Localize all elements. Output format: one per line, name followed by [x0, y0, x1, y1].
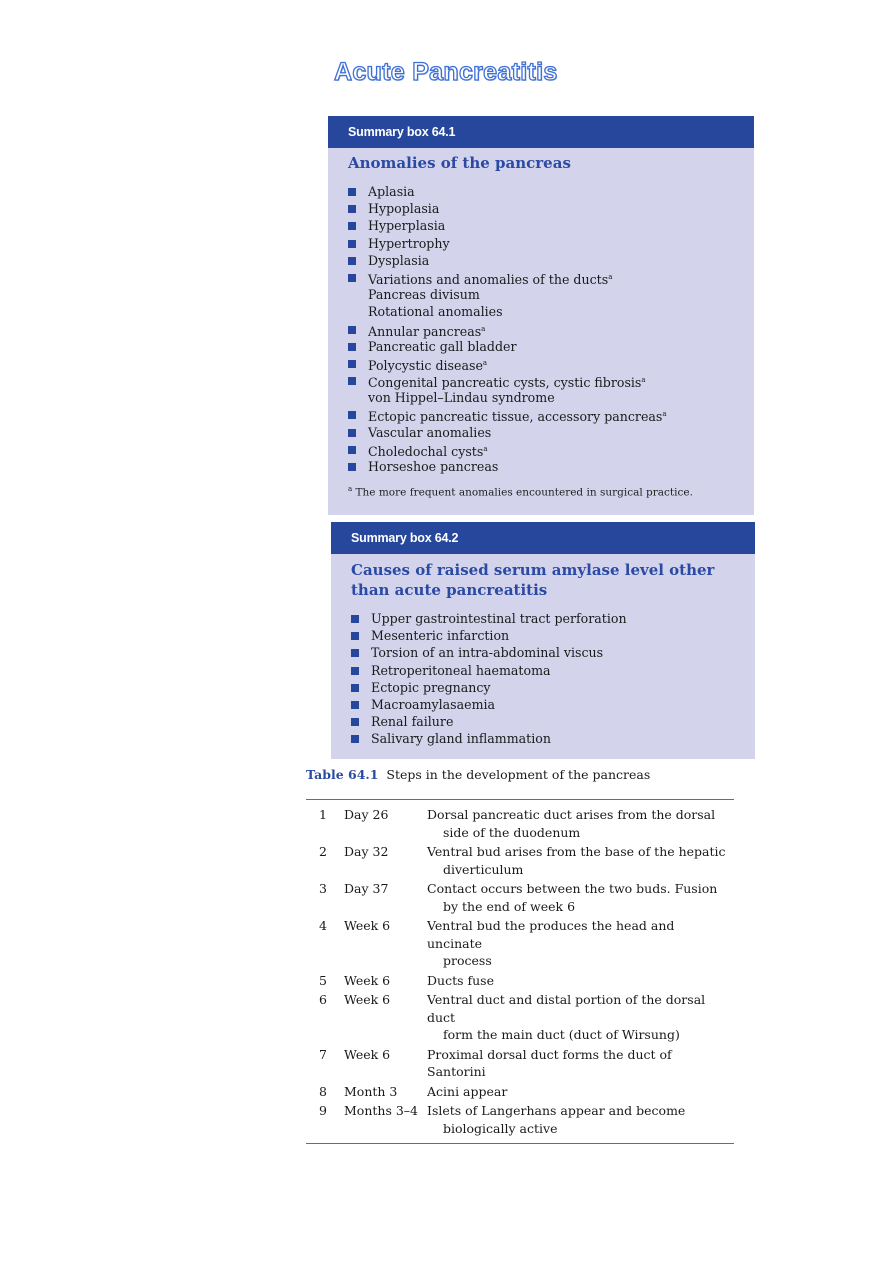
- list-item: [328, 217, 754, 234]
- step-time: Day 37: [344, 881, 389, 896]
- step-description-line: Ventral bud the produces the head and uncinate: [427, 918, 675, 951]
- step-number: 3: [319, 881, 327, 896]
- list-item-text: Choledochal cysts: [368, 444, 484, 459]
- list-item-text: Variations and anomalies of the ducts: [368, 272, 609, 288]
- step-number: 7: [319, 1046, 327, 1062]
- step-number: 2: [319, 844, 327, 859]
- list-item-text: Macroamylasaemia: [371, 696, 496, 712]
- list-item: [328, 200, 754, 217]
- list-item: [331, 713, 755, 730]
- list-item-text: Ectopic pancreatic tissue, accessory pancreas: [368, 409, 663, 425]
- bullet-square-icon: [351, 735, 359, 743]
- footnote-marker: a: [641, 376, 646, 385]
- step-number: 9: [319, 1103, 327, 1118]
- step-description-continuation: biologically active: [443, 1120, 558, 1136]
- list-item: [328, 424, 754, 441]
- step-description-line: Proximal dorsal duct forms the duct of Santorini: [427, 1046, 672, 1079]
- list-item: [331, 696, 755, 713]
- step-description: [427, 991, 727, 1044]
- step-description-line: Ventral duct and distal portion of the dorsal duct: [427, 992, 706, 1025]
- table-number: Table 64.1: [306, 767, 379, 782]
- list-item-text: Upper gastrointestinal tract perforation: [371, 611, 627, 626]
- table-row: [306, 1046, 734, 1081]
- list-item-text: Mesenteric infarction: [371, 628, 510, 644]
- summary-box-title: Causes of raised serum amylase level other than acute pancreatitis: [351, 561, 715, 599]
- summary-box-header: Summary box 64.1: [328, 116, 754, 148]
- step-description: [427, 880, 727, 915]
- step-number: 4: [319, 918, 327, 933]
- list-item-text: Hypertrophy: [368, 235, 450, 251]
- list-item-text: von Hippel–Lindau syndrome: [368, 390, 555, 406]
- list-item-text: Torsion of an intra-abdominal viscus: [371, 645, 604, 661]
- bullet-square-icon: [351, 667, 359, 675]
- list-item: [328, 458, 754, 475]
- table-row: [306, 843, 734, 878]
- step-description: [427, 917, 727, 970]
- list-item: [328, 355, 754, 372]
- step-description-line: Islets of Langerhans appear and become: [427, 1103, 686, 1118]
- step-number: 5: [319, 972, 327, 988]
- list-item: [328, 372, 754, 389]
- summary-box-64-1: [328, 116, 754, 515]
- step-number: 1: [319, 807, 327, 822]
- bullet-square-icon: [348, 188, 356, 196]
- list-item: [331, 644, 755, 661]
- list-item-text: Renal failure: [371, 714, 454, 730]
- bullet-square-icon: [348, 257, 356, 265]
- bullet-square-icon: [351, 632, 359, 640]
- development-steps-table: [306, 799, 734, 1144]
- list-item-text: Ectopic pregnancy: [371, 679, 491, 695]
- list-item-text: Polycystic disease: [368, 358, 483, 374]
- list-item-text: Horseshoe pancreas: [368, 459, 499, 474]
- table-row: [306, 806, 734, 841]
- list-item-text: Dysplasia: [368, 252, 430, 268]
- list-item-text: Hyperplasia: [368, 218, 446, 234]
- step-time: Week 6: [344, 918, 391, 933]
- step-description-line: Acini appear: [427, 1083, 508, 1099]
- summary-box-64-2: [331, 522, 755, 759]
- bullet-square-icon: [348, 274, 356, 282]
- step-description-continuation: by the end of week 6: [443, 898, 576, 914]
- step-description-line: Ducts fuse: [427, 972, 494, 988]
- footnote-mark: a: [348, 485, 353, 494]
- step-description-line: Ventral bud arises from the base of the hepatic: [427, 844, 726, 859]
- bullet-square-icon: [351, 684, 359, 692]
- footnote-marker: a: [482, 358, 488, 367]
- step-time: Week 6: [344, 972, 391, 988]
- list-item: [328, 303, 754, 320]
- list-item-text: Pancreatic gall bladder: [368, 338, 517, 354]
- step-description-continuation: process: [443, 953, 492, 968]
- page-title: Acute Pancreatitis: [334, 58, 558, 86]
- step-number: 6: [319, 992, 327, 1007]
- list-item-text: Retroperitoneal haematoma: [371, 662, 551, 678]
- bullet-square-icon: [348, 222, 356, 230]
- list-item: [328, 269, 754, 286]
- step-description-continuation: form the main duct (duct of Wirsung): [443, 1027, 680, 1042]
- step-description: [427, 843, 727, 878]
- footnote: [328, 485, 754, 499]
- bullet-square-icon: [351, 649, 359, 657]
- list-item: [328, 406, 754, 423]
- bullet-square-icon: [348, 360, 356, 368]
- step-time: Month 3: [344, 1083, 398, 1099]
- step-time: Months 3–4: [344, 1103, 418, 1118]
- bullet-square-icon: [348, 411, 356, 419]
- step-time: Week 6: [344, 1046, 391, 1062]
- step-time: Day 26: [344, 807, 389, 822]
- table-caption-text: Steps in the development of the pancreas: [386, 767, 651, 782]
- list-item: [328, 321, 754, 338]
- bullet-square-icon: [348, 429, 356, 437]
- list-item: [328, 183, 754, 200]
- list-item-text: Annular pancreas: [368, 323, 482, 339]
- bullet-square-icon: [351, 615, 359, 623]
- bullet-square-icon: [348, 377, 356, 385]
- list-item: [328, 252, 754, 269]
- summary-box-header: Summary box 64.2: [331, 522, 755, 554]
- list-item-text: Aplasia: [368, 184, 415, 199]
- step-description: [427, 1046, 727, 1081]
- bullet-square-icon: [348, 205, 356, 213]
- table-row: [306, 972, 734, 990]
- step-description-line: Contact occurs between the two buds. Fusion: [427, 881, 718, 896]
- footnote-marker: a: [608, 272, 613, 281]
- bullet-square-icon: [348, 326, 356, 334]
- list-item: [331, 730, 755, 747]
- table-row: [306, 991, 734, 1044]
- bullet-square-icon: [348, 446, 356, 454]
- list-item-text: Pancreas divisum: [368, 287, 480, 303]
- table-row: [306, 917, 734, 970]
- list-item: [328, 286, 754, 303]
- list-item: [328, 338, 754, 355]
- step-description-continuation: side of the duodenum: [443, 824, 581, 840]
- step-description-continuation: diverticulum: [443, 861, 524, 877]
- footnote-marker: a: [483, 444, 488, 453]
- list-item: [328, 441, 754, 458]
- table-row: [306, 880, 734, 915]
- amylase-causes-list: [331, 610, 755, 748]
- list-item: [331, 679, 755, 696]
- list-item-text: Vascular anomalies: [368, 424, 492, 440]
- bullet-square-icon: [351, 701, 359, 709]
- step-number: 8: [319, 1083, 327, 1099]
- bullet-square-icon: [351, 718, 359, 726]
- table-caption: [306, 767, 650, 782]
- bullet-square-icon: [348, 240, 356, 248]
- step-description: [427, 972, 727, 990]
- step-time: Day 32: [344, 844, 389, 859]
- list-item-text: Hypoplasia: [368, 201, 440, 217]
- footnote-text: The more frequent anomalies encountered in surgical practice.: [355, 486, 693, 499]
- bullet-square-icon: [348, 463, 356, 471]
- list-item: [328, 235, 754, 252]
- step-description: [427, 806, 727, 841]
- step-description-line: Dorsal pancreatic duct arises from the dorsal: [427, 807, 716, 822]
- list-item: [331, 610, 755, 627]
- footnote-marker: a: [662, 410, 667, 419]
- step-time: Week 6: [344, 992, 391, 1007]
- list-item-text: Salivary gland inflammation: [371, 731, 551, 747]
- list-item: [331, 627, 755, 644]
- table-row: [306, 1102, 734, 1137]
- table-row: [306, 1083, 734, 1101]
- footnote-marker: a: [481, 324, 486, 333]
- bullet-square-icon: [348, 343, 356, 351]
- summary-box-title: Anomalies of the pancreas: [348, 154, 571, 172]
- list-item: [328, 389, 754, 406]
- list-item-text: Congenital pancreatic cysts, cystic fibrosis: [368, 375, 642, 391]
- list-item-text: Rotational anomalies: [368, 304, 503, 320]
- list-item: [331, 662, 755, 679]
- anomalies-list: [328, 183, 754, 475]
- step-description: [427, 1083, 727, 1101]
- step-description: [427, 1102, 727, 1137]
